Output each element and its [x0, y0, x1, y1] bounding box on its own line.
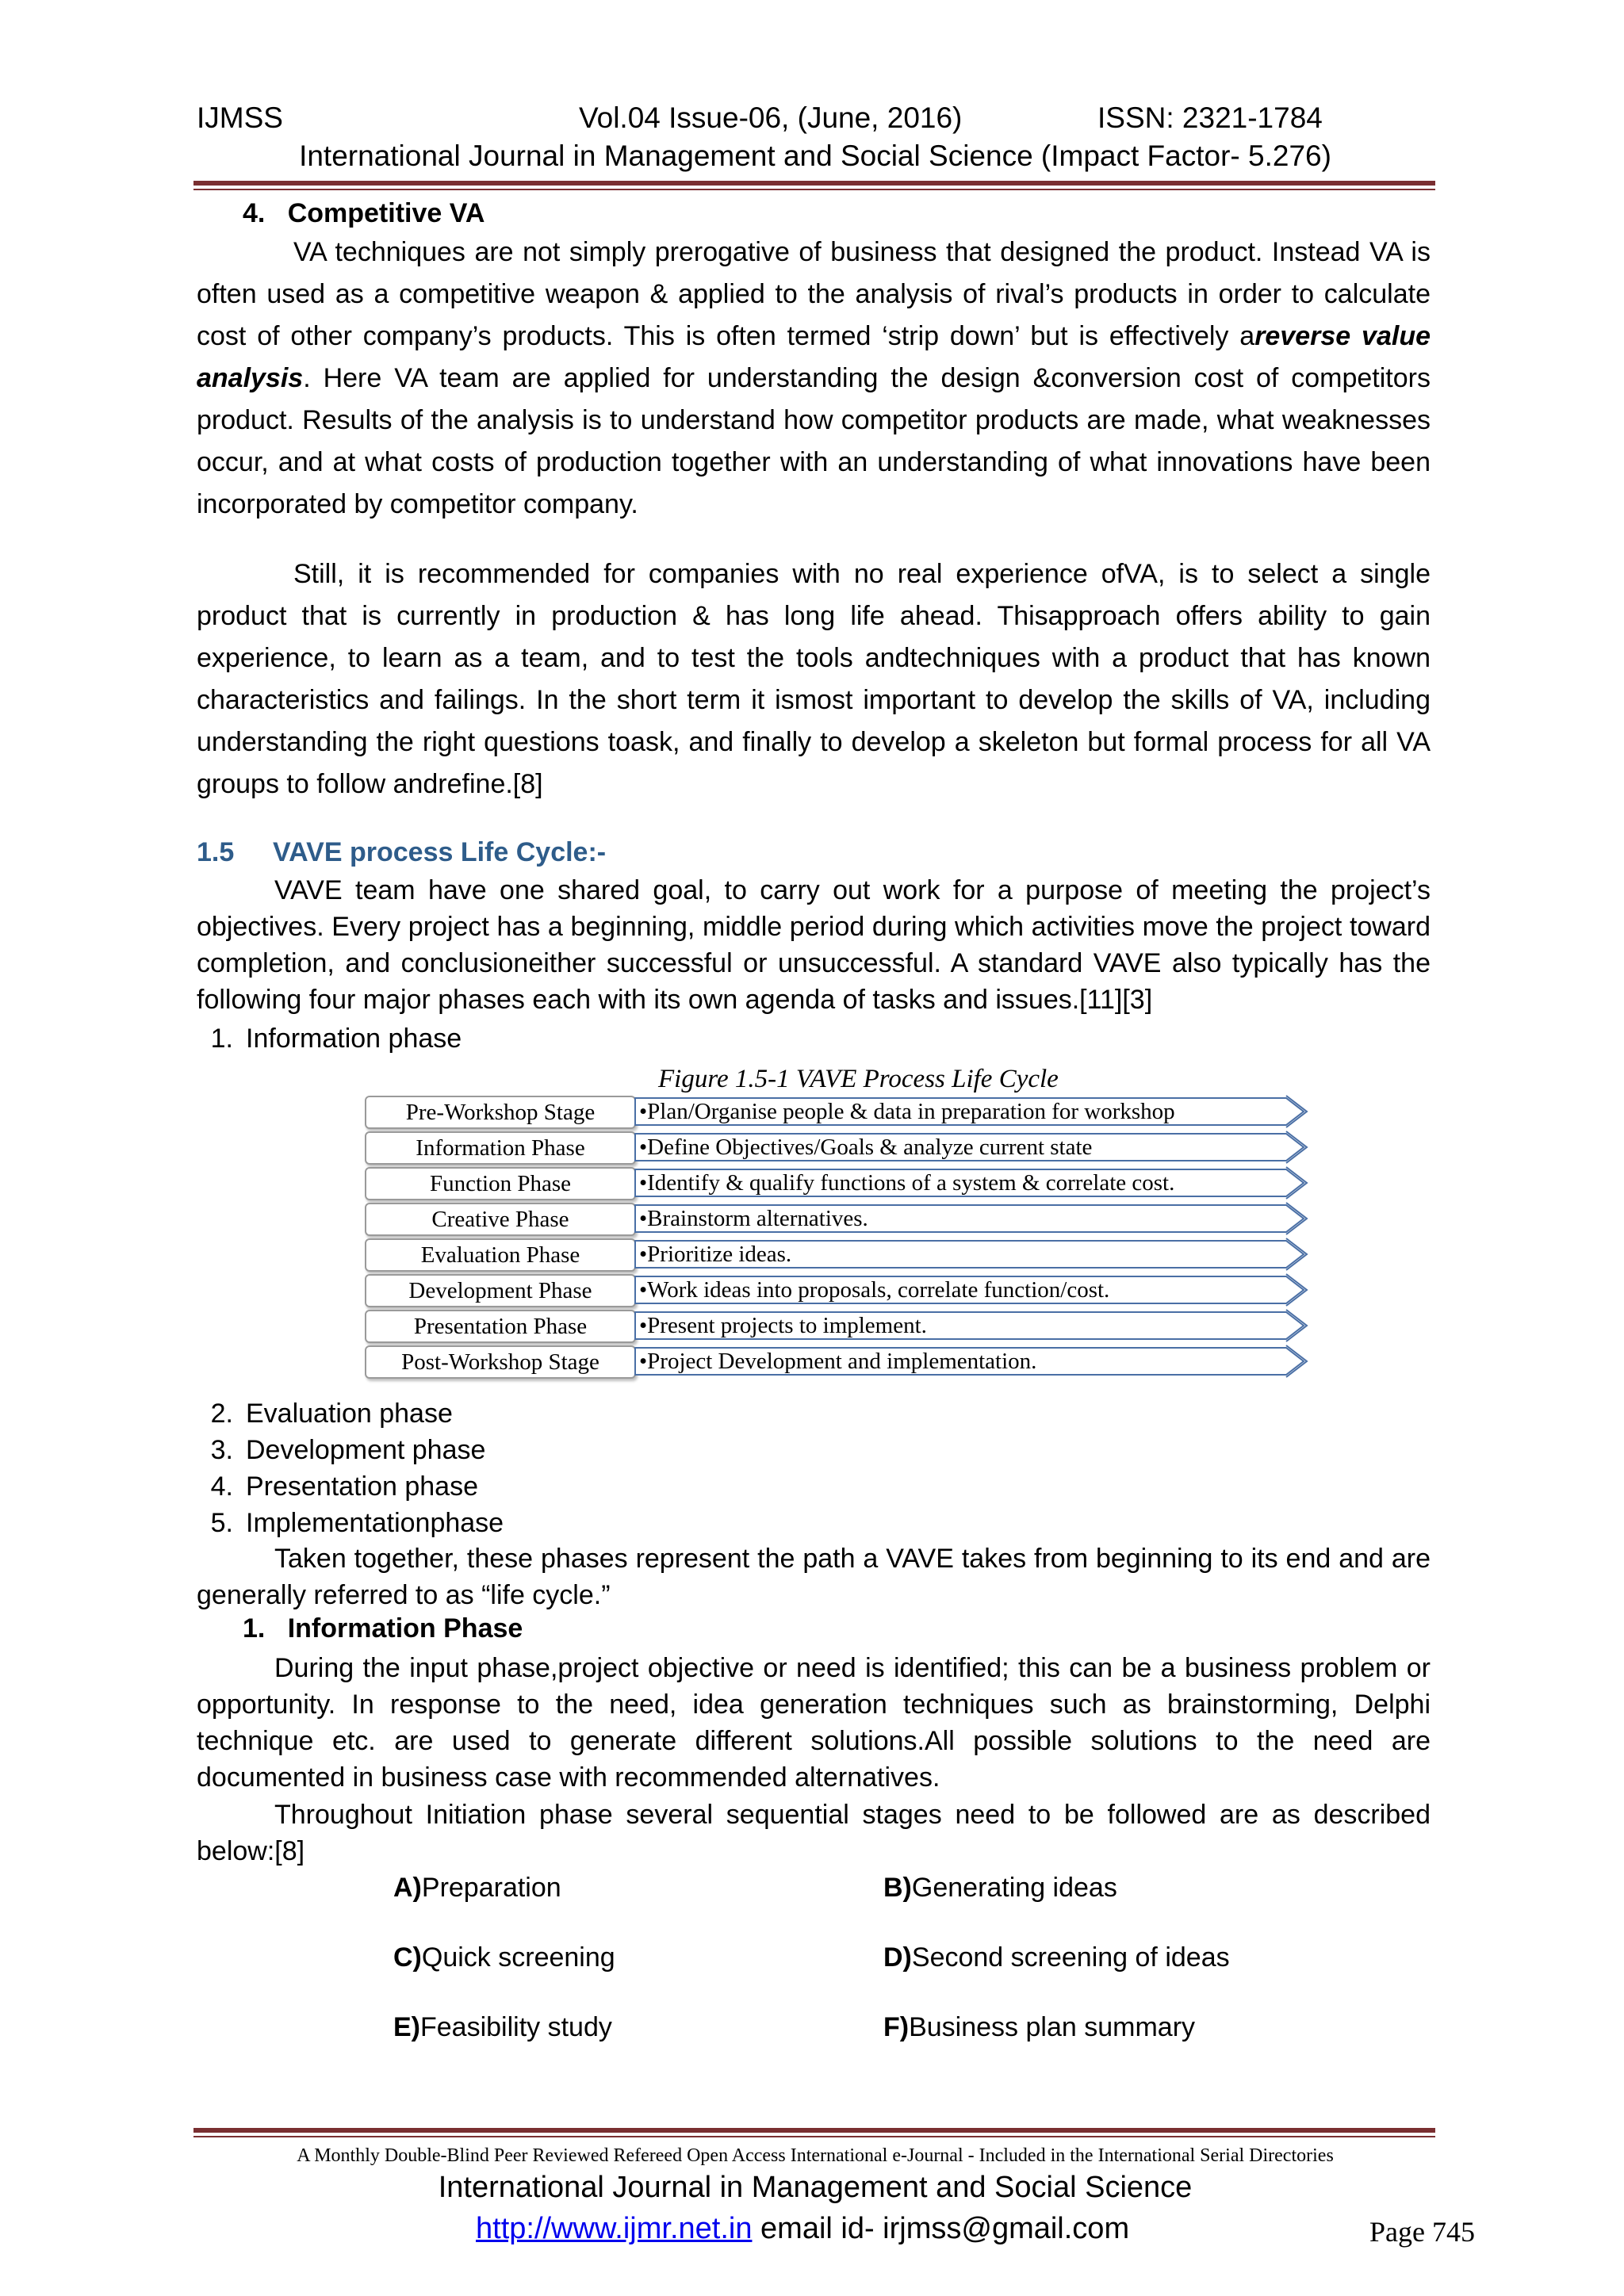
list-text: Presentation phase: [246, 1471, 478, 1502]
section-title: Competitive VA: [287, 198, 485, 228]
figure-arrow-text: •Work ideas into proposals, correlate function/cost.: [639, 1277, 1110, 1303]
figure-stage-box: Development Phase: [365, 1274, 636, 1307]
para-text-cont: . Here VA team are applied for understanding the design &conversion cost of competitors product. Results of the analysis is to understand how competitor products are made, what weaknesses occur, and at what costs of production together with an understanding of what innovations have been incorporated by competitor company.: [197, 363, 1431, 519]
emphasis-reverse-value-analysis: reverse value analysis: [197, 321, 1431, 393]
list-text: Information phase: [246, 1024, 462, 1054]
para-text: VA techniques are not simply prerogative of business that designed the product. Instead VA is often used as a competitive weapon & applied to the analysis of rival’s products in order to calculate cost of other company’s products. This is often termed ‘strip down’ but is effectively a: [197, 237, 1431, 351]
initiation-stage-item: [393, 2012, 612, 2043]
journal-website-link[interactable]: http://www.ijmr.net.in: [476, 2212, 753, 2245]
figure-arrow: [634, 1202, 1308, 1235]
figure-arrow: [634, 1166, 1308, 1200]
phase-list-rest: [197, 1395, 1431, 1541]
figure-stage-box: Function Phase: [365, 1167, 636, 1200]
list-item: [197, 1395, 1431, 1432]
para-text: During the input phase,project objective or need is identified; this can be a business problem or opportunity. In response to the need, idea generation techniques such as brainstorming, Delphi technique etc. are used to generate different solutions.All possible solutions to the need are documented in business case with recommended alternatives.: [197, 1653, 1431, 1793]
header-row: [197, 101, 1434, 140]
footer-email: email id- irjmss@gmail.com: [752, 2212, 1130, 2245]
figure-stage-box: Post-Workshop Stage: [365, 1345, 636, 1379]
list-item: [197, 1432, 1431, 1468]
list-number: 3.: [210, 1435, 233, 1465]
section-heading-information-phase: [243, 1613, 523, 1644]
section-number: 4.: [243, 198, 266, 228]
competitive-va-paragraph-2: [197, 553, 1431, 806]
stage-text: Preparation: [421, 1873, 561, 1903]
footer-rule-thin: [193, 2136, 1435, 2137]
information-phase-paragraph-2: [197, 1797, 1431, 1869]
figure-caption: Figure 1.5-1 VAVE Process Life Cycle: [658, 1065, 1059, 1093]
initiation-stage-item: [883, 2012, 1195, 2043]
list-text: Evaluation phase: [246, 1399, 453, 1429]
section-number: 1.: [243, 1613, 266, 1644]
stage-key: E): [393, 2012, 420, 2042]
initiation-stage-item: [393, 1942, 615, 1973]
section-title: Information Phase: [287, 1613, 523, 1644]
para-text: Taken together, these phases represent the path a VAVE takes from beginning to its end and are generally referred to as “life cycle.”: [197, 1544, 1431, 1610]
initiation-stage-item: [883, 1942, 1230, 1973]
figure-stage-box: Pre-Workshop Stage: [365, 1096, 636, 1129]
figure-arrow: [634, 1273, 1308, 1307]
list-text: Implementationphase: [246, 1508, 504, 1538]
list-number: 2.: [210, 1399, 233, 1429]
footer-contact: [476, 2212, 1129, 2246]
list-text: Development phase: [246, 1435, 486, 1465]
stage-key: C): [393, 1942, 422, 1973]
para-text: Still, it is recommended for companies with no real experience ofVA, is to select a single product that is currently in production & has long life ahead. Thisapproach offers ability to gain experience, to learn as a team, and to test the tools andtechniques with a product that has known characteristics and failings. In the short term it ismost important to develop the skills of VA, including understanding the right questions toask, and finally to develop a skeleton but formal process for all VA groups to follow andrefine.[8]: [197, 559, 1431, 799]
figure-arrow-text: •Brainstorm alternatives.: [639, 1206, 868, 1231]
figure-stage-box: Evaluation Phase: [365, 1238, 636, 1272]
list-number: 1.: [210, 1024, 233, 1054]
footer-rule: [193, 2128, 1435, 2133]
issn: ISSN: 2321-1784: [1097, 101, 1323, 134]
figure-arrow-text: •Project Development and implementation.: [639, 1349, 1037, 1374]
figure-arrow: [634, 1095, 1308, 1128]
information-phase-paragraph-1: [197, 1650, 1431, 1796]
journal-abbr: IJMSS: [197, 101, 283, 134]
figure-arrow: [634, 1345, 1308, 1378]
list-number: 4.: [210, 1471, 233, 1502]
stage-key: F): [883, 2012, 910, 2042]
list-number: 5.: [210, 1508, 233, 1538]
para-text: Throughout Initiation phase several sequential stages need to be followed are as described below:[8]: [197, 1800, 1431, 1866]
figure-arrow-text: •Define Objectives/Goals & analyze current state: [639, 1135, 1093, 1160]
footer-tagline: A Monthly Double-Blind Peer Reviewed Refereed Open Access International e-Journal - Included in the International Serial Directories: [297, 2145, 1334, 2166]
list-item: [197, 1505, 1431, 1541]
stage-text: Generating ideas: [911, 1873, 1117, 1903]
figure-arrow-text: •Present projects to implement.: [639, 1313, 927, 1338]
para-text: VAVE team have one shared goal, to carry out work for a purpose of meeting the project’s objectives. Every project has a beginning, middle period during which activities move the project toward completion, and conclusioneither successful or unsuccessful. A standard VAVE also typically has the following four major phases each with its own agenda of tasks and issues.[11][3]: [197, 875, 1431, 1015]
stage-text: Second screening of ideas: [911, 1942, 1230, 1973]
figure-arrow-text: •Plan/Organise people & data in preparation for workshop: [639, 1099, 1175, 1124]
volume-issue: Vol.04 Issue-06, (June, 2016): [579, 101, 963, 134]
stage-text: Quick screening: [421, 1942, 615, 1973]
section-heading-competitive-va: [243, 198, 485, 229]
figure-stage-box: Creative Phase: [365, 1203, 636, 1236]
figure-arrow: [634, 1309, 1308, 1342]
header-rule: [193, 181, 1435, 186]
life-cycle-summary-paragraph: [197, 1540, 1431, 1613]
phase-list-first: [197, 1020, 1431, 1057]
journal-full-title: International Journal in Management and Social Science (Impact Factor- 5.276): [299, 140, 1331, 172]
figure-arrow-text: •Identify & qualify functions of a system & correlate cost.: [639, 1170, 1175, 1196]
figure-arrow-text: •Prioritize ideas.: [639, 1242, 792, 1267]
list-item: [197, 1468, 1431, 1505]
stage-key: B): [883, 1873, 912, 1903]
competitive-va-paragraph-1: [197, 232, 1431, 526]
stage-key: A): [393, 1873, 422, 1903]
vave-life-cycle-paragraph: [197, 872, 1431, 1018]
stage-key: D): [883, 1942, 912, 1973]
figure-stage-box: Information Phase: [365, 1131, 636, 1165]
subsection-title: VAVE process Life Cycle:-: [273, 837, 607, 867]
list-item: [197, 1020, 1431, 1057]
initiation-stage-item: [393, 1873, 561, 1904]
subsection-number: 1.5: [197, 837, 235, 867]
header-rule-thin: [193, 189, 1435, 190]
footer-journal-name: International Journal in Management and Social Science: [438, 2171, 1193, 2204]
stage-text: Feasibility study: [420, 2012, 612, 2042]
section-heading-vave-life-cycle: [197, 837, 606, 868]
figure-arrow: [634, 1131, 1308, 1164]
figure-stage-box: Presentation Phase: [365, 1310, 636, 1343]
stage-text: Business plan summary: [909, 2012, 1196, 2042]
initiation-stage-item: [883, 1873, 1117, 1904]
page-number: Page 745: [1369, 2216, 1475, 2248]
figure-arrow: [634, 1238, 1308, 1271]
